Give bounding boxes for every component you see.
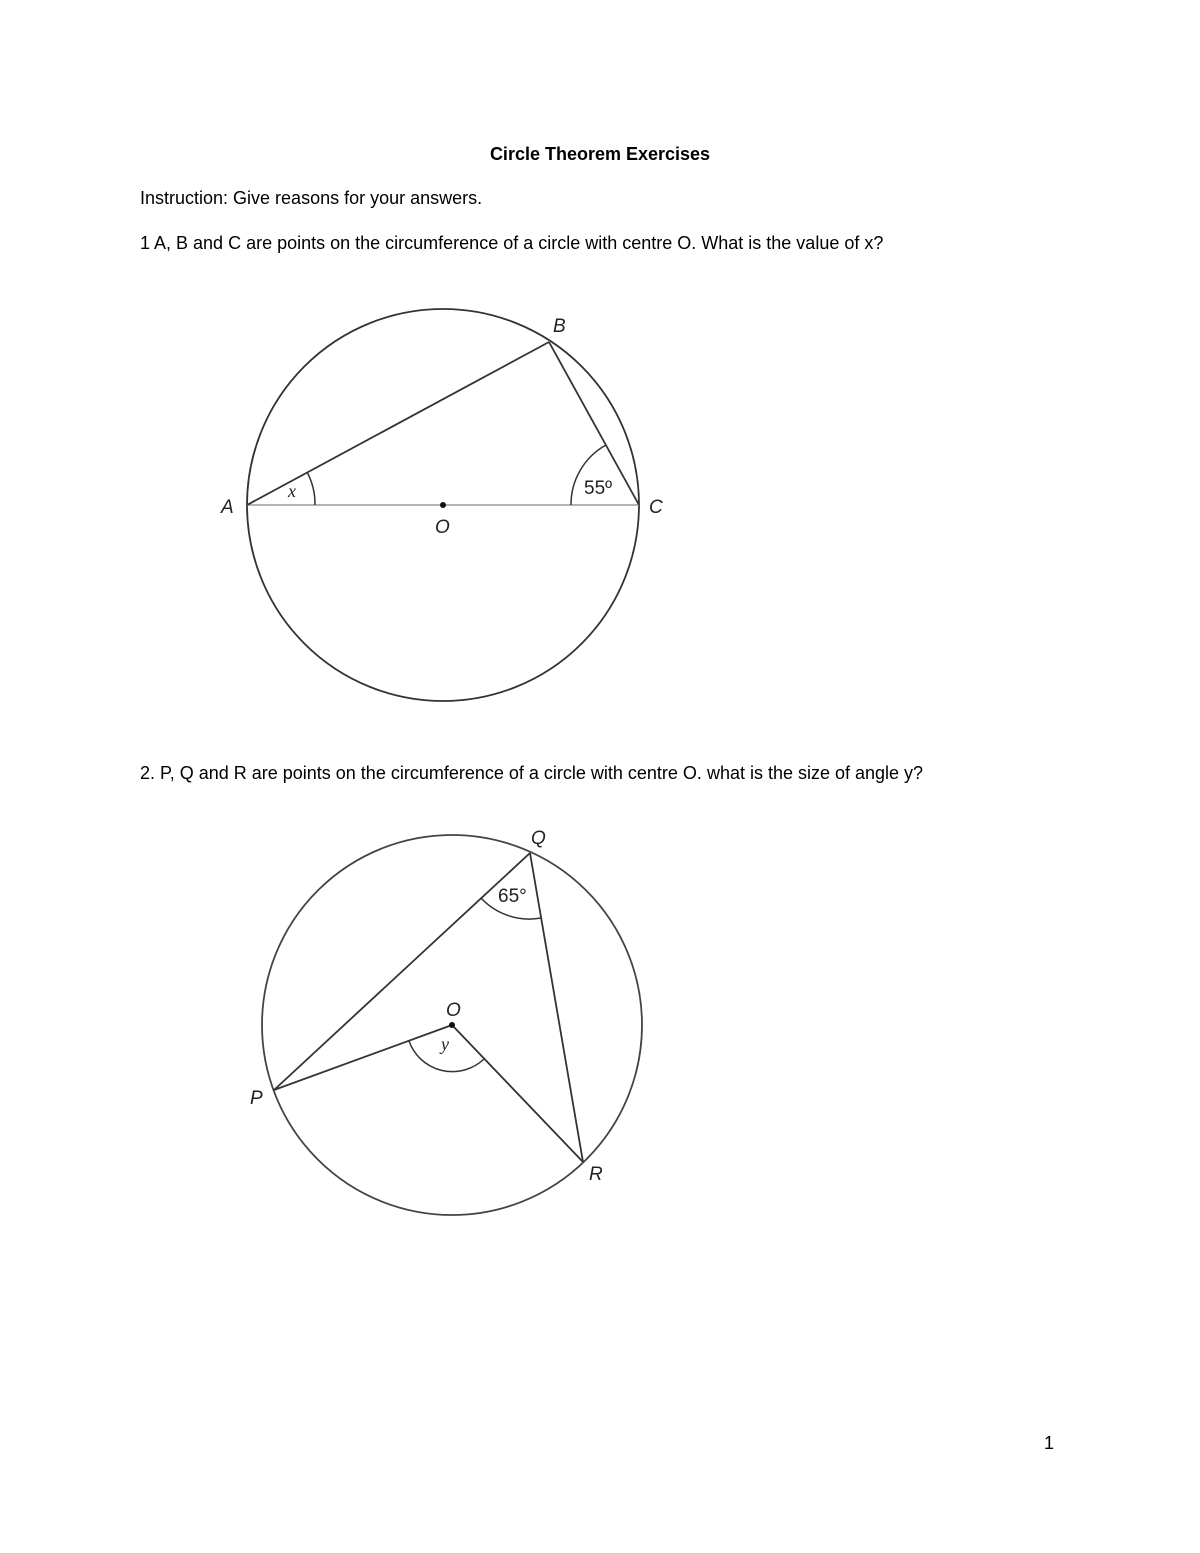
- page-number: 1: [1044, 1433, 1055, 1453]
- radius-op: [274, 1025, 452, 1090]
- label-a: A: [221, 497, 234, 518]
- label-q: Q: [531, 828, 546, 849]
- label-c: C: [649, 497, 663, 518]
- label-o: O: [446, 1000, 461, 1021]
- label-p: P: [250, 1088, 263, 1109]
- angle-65-label: 65°: [498, 886, 527, 907]
- label-o: O: [435, 517, 450, 538]
- angle-x-label: x: [288, 481, 296, 501]
- instruction-text: Instruction: Give reasons for your answers.: [140, 188, 483, 208]
- question-1-text: 1 A, B and C are points on the circumference of a circle with centre O. What is the value of x?: [140, 233, 884, 253]
- question-2-text: 2. P, Q and R are points on the circumference of a circle with centre O. what is the size of angle y?: [140, 763, 924, 783]
- page-title: Circle Theorem Exercises: [489, 144, 711, 164]
- angle-55-label: 55º: [584, 478, 613, 499]
- label-r: R: [589, 1164, 603, 1185]
- angle-y-label: y: [441, 1034, 449, 1054]
- centre-o-dot: [449, 1022, 455, 1028]
- label-b: B: [553, 316, 566, 337]
- chord-pq: [274, 853, 530, 1090]
